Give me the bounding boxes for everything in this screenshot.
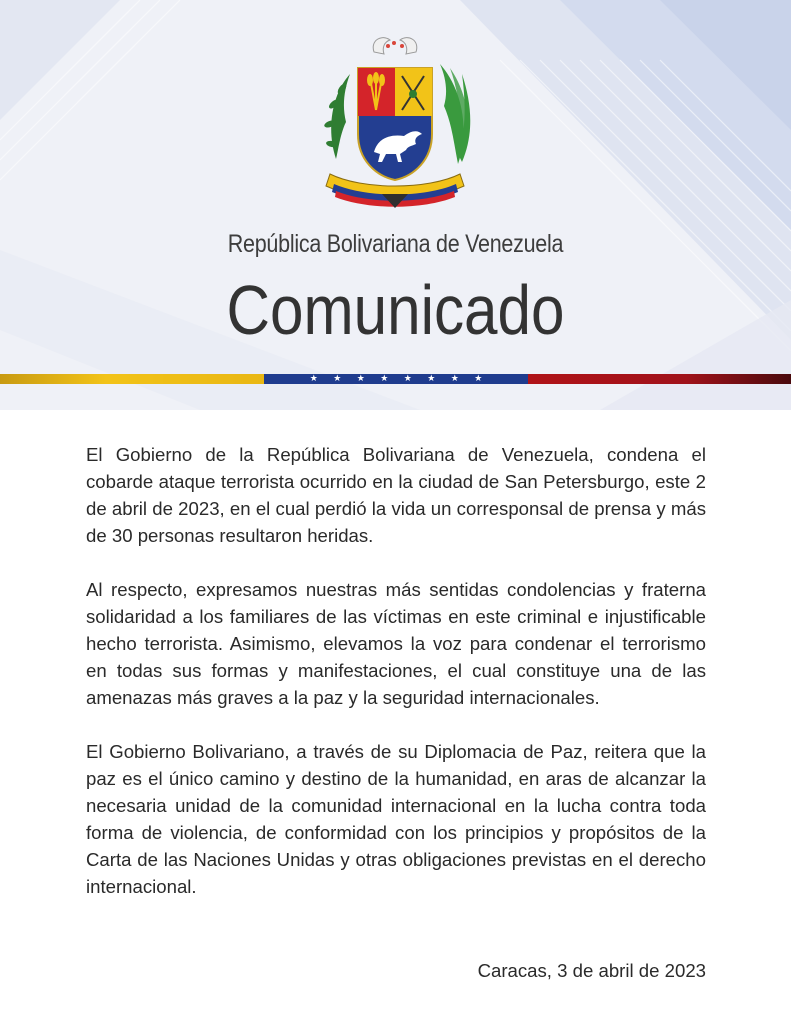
star-icon: ★ — [333, 374, 342, 384]
paragraph: El Gobierno Bolivariano, a través de su Diplomacia de Paz, reitera que la paz es el único camino y destino de la humanidad, en aras de alcanzar la necesaria unidad de la comunidad internacional en la lucha contra toda forma de violencia, de conformidad con los principios y propósitos de la Carta de las Naciones Unidas y otras obligaciones previstas en el derecho internacional. — [86, 741, 706, 897]
header-banner — [0, 0, 791, 410]
star-icon: ★ — [309, 374, 318, 384]
flag-red-segment — [528, 374, 791, 384]
star-icon: ★ — [380, 374, 389, 384]
star-icon: ★ — [356, 374, 365, 384]
star-icon: ★ — [474, 374, 483, 384]
star-icon: ★ — [427, 374, 436, 384]
page-title: Comunicado — [226, 271, 565, 349]
venezuela-coat-of-arms-icon — [312, 34, 478, 214]
communique-body — [86, 441, 706, 927]
star-icon: ★ — [450, 374, 459, 384]
flag-color-band — [0, 374, 791, 384]
republic-subtitle: República Bolivariana de Venezuela — [227, 230, 564, 258]
flag-blue-segment — [264, 374, 528, 384]
paragraph: El Gobierno de la República Bolivariana de Venezuela, condena el cobarde ataque terrorista ocurrido en la ciudad de San Petersburgo, este 2 de abril de 2023, en el cual perdió la vida un corresponsal de prensa y más de 30 personas resultaron heridas. — [86, 444, 706, 546]
star-icon: ★ — [403, 374, 412, 384]
paragraph: Al respecto, expresamos nuestras más sentidas condolencias y fraterna solidaridad a los familiares de las víctimas en este criminal e injustificable hecho terrorista. Asimismo, elevamos la voz para condenar el terrorismo en todas sus formas y manifestaciones, el cual constituye una de las amenazas más graves a la paz y la seguridad internacionales. — [86, 579, 706, 708]
place-date-signature: Caracas, 3 de abril de 2023 — [477, 960, 706, 981]
flag-yellow-segment — [0, 374, 264, 384]
